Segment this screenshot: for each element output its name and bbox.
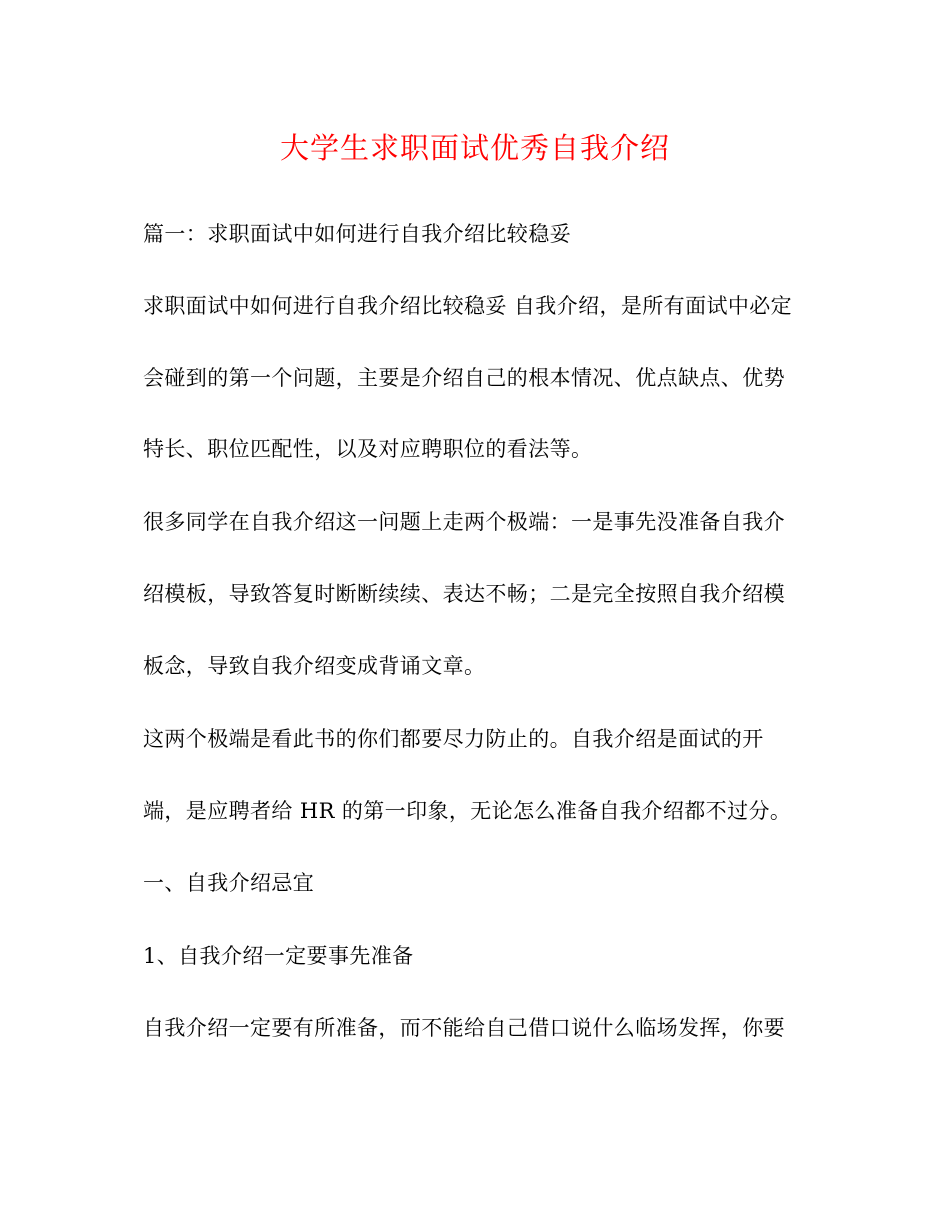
paragraph-line: 会碰到的第一个问题，主要是介绍自己的根本情况、优点缺点、优势	[143, 366, 785, 390]
paragraph-line: 很多同学在自我介绍这一问题上走两个极端：一是事先没准备自我介	[143, 510, 785, 534]
paragraph-line: 求职面试中如何进行自我介绍比较稳妥 自我介绍，是所有面试中必定	[143, 294, 793, 318]
paragraph-line: 绍模板，导致答复时断断续续、表达不畅；二是完全按照自我介绍模	[143, 582, 785, 606]
paragraph-line: 特长、职位匹配性，以及对应聘职位的看法等。	[143, 437, 593, 461]
paragraph-line: 板念，导致自我介绍变成背诵文章。	[143, 654, 486, 678]
paragraph-line: 端，是应聘者给 HR 的第一印象，无论怎么准备自我介绍都不过分。	[143, 799, 792, 823]
document-title: 大学生求职面试优秀自我介绍	[279, 131, 670, 165]
paragraph-line: 自我介绍一定要有所准备，而不能给自己借口说什么临场发挥，你要	[143, 1016, 785, 1040]
subheading: 一、自我介绍忌宜	[143, 871, 315, 895]
numbered-heading: 1、自我介绍一定要事先准备	[143, 944, 414, 968]
section-heading: 篇一：求职面试中如何进行自我介绍比较稳妥	[143, 222, 571, 246]
paragraph-line: 这两个极端是看此书的你们都要尽力防止的。自我介绍是面试的开	[143, 727, 764, 751]
